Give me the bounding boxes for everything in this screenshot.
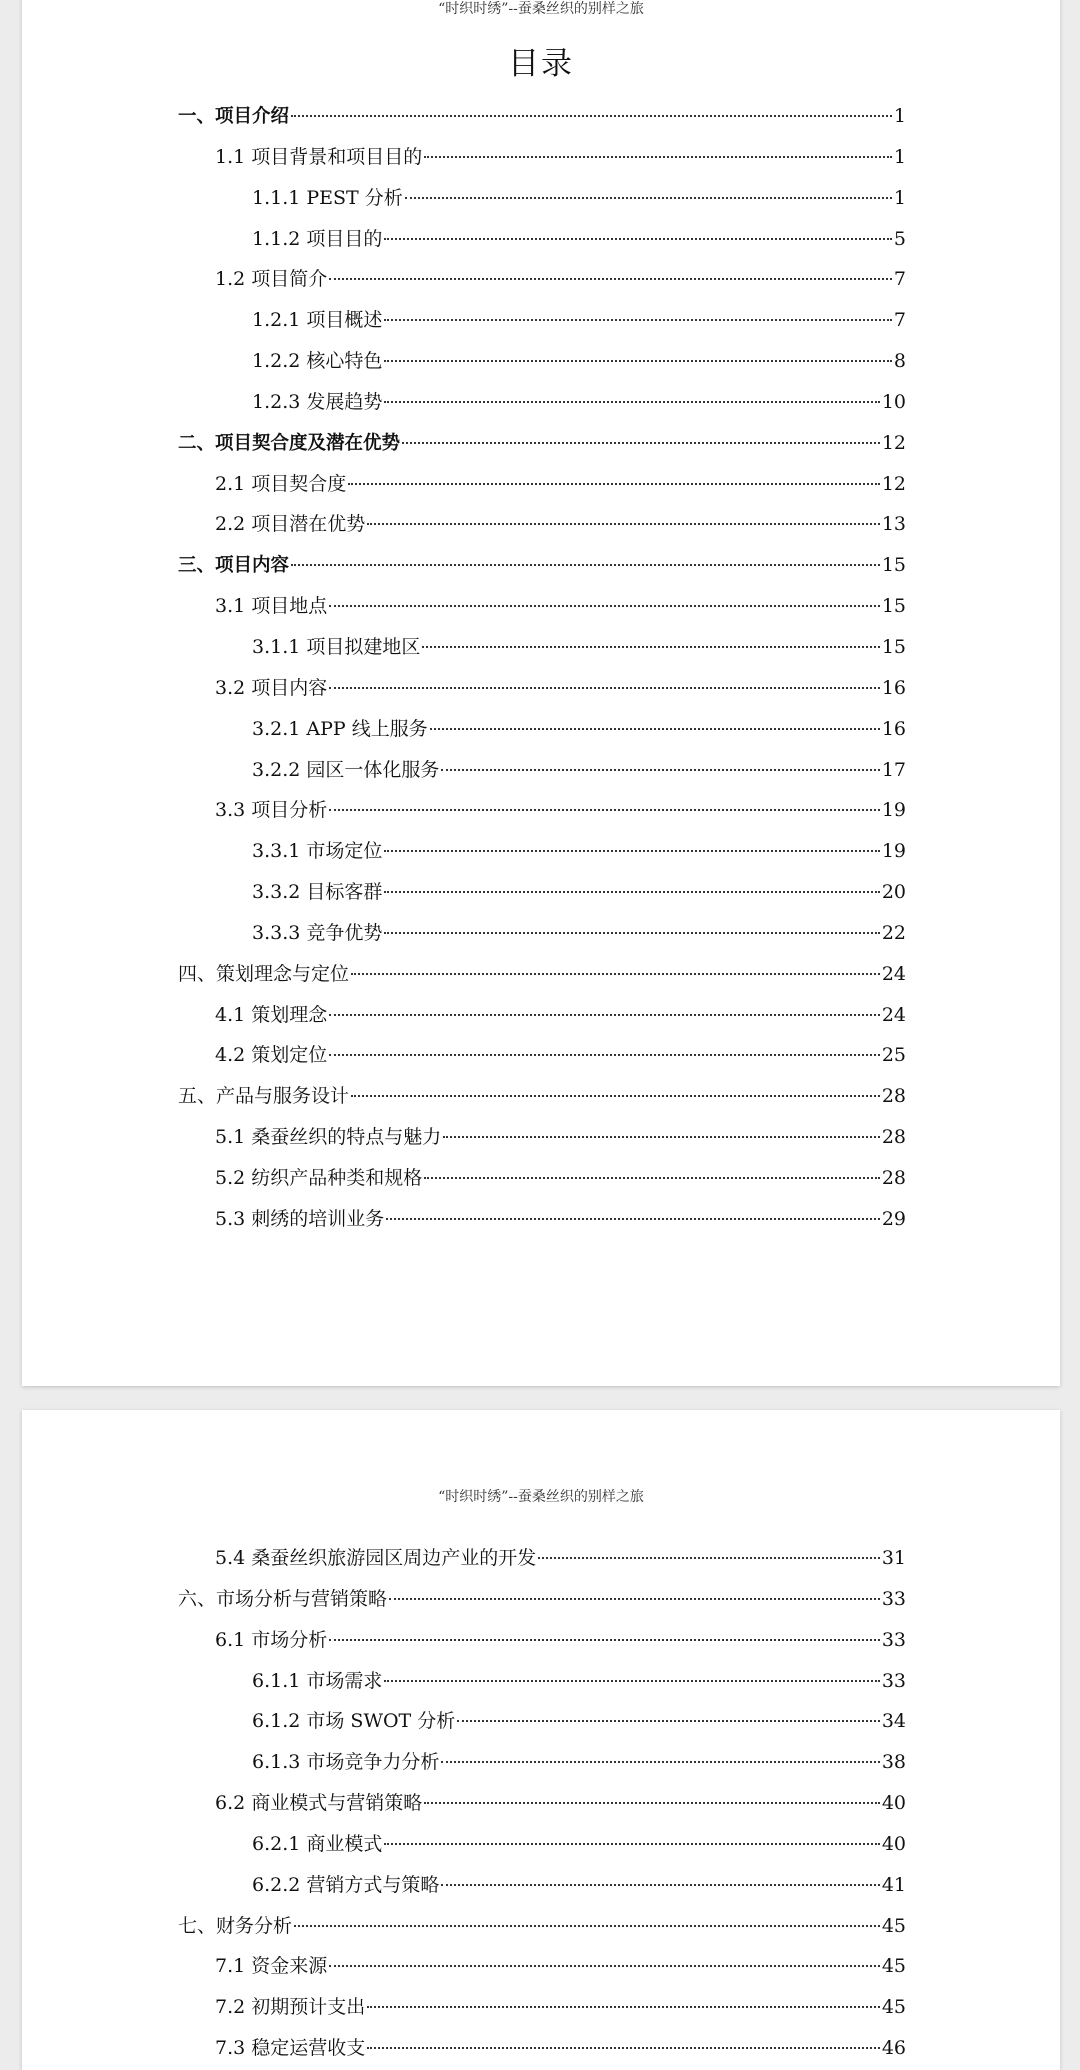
- toc-entry-label: 六、市场分析与营销策略: [178, 1587, 388, 1610]
- toc-entry-page-number: 19: [881, 799, 906, 822]
- toc-entry-page-number: 38: [881, 1751, 906, 1774]
- toc-entry-label: 5.2 纺织产品种类和规格: [215, 1166, 423, 1189]
- toc-entry-page-number: 33: [881, 1669, 906, 1692]
- toc-entry[interactable]: [178, 954, 906, 995]
- dot-leader: [384, 319, 892, 321]
- toc-entry[interactable]: [178, 627, 906, 668]
- toc-entry-page-number: 20: [881, 881, 906, 904]
- toc-entry-label: 1.2 项目简介: [215, 268, 328, 291]
- toc-entry[interactable]: [178, 790, 906, 831]
- toc-entry[interactable]: [178, 1117, 906, 1158]
- dot-leader: [329, 1014, 880, 1016]
- table-of-contents: [178, 96, 906, 1240]
- toc-entry-label: 5.1 桑蚕丝织的特点与魅力: [215, 1126, 442, 1149]
- toc-entry-page-number: 16: [881, 717, 906, 740]
- toc-entry-label: 3.3.2 目标客群: [252, 881, 383, 904]
- toc-entry-label: 6.1.3 市场竞争力分析: [252, 1751, 440, 1774]
- toc-entry[interactable]: [178, 1158, 906, 1199]
- toc-entry-page-number: 12: [881, 431, 906, 454]
- dot-leader: [367, 523, 880, 525]
- toc-entry-label: 1.1 项目背景和项目目的: [215, 145, 423, 168]
- dot-leader: [329, 1639, 880, 1641]
- toc-entry[interactable]: [178, 382, 906, 423]
- dot-leader: [291, 564, 880, 566]
- dot-leader: [329, 1965, 880, 1967]
- toc-entry-label: 一、项目介绍: [178, 106, 290, 127]
- toc-entry-page-number: 25: [881, 1044, 906, 1067]
- toc-entry-label: 1.2.3 发展趋势: [252, 390, 383, 413]
- toc-entry-page-number: 15: [881, 635, 906, 658]
- table-of-contents-continued: [178, 1538, 906, 2069]
- dot-leader: [384, 401, 879, 403]
- toc-entry-page-number: 33: [881, 1628, 906, 1651]
- toc-entry-label: 二、项目契合度及潜在优势: [178, 432, 401, 454]
- toc-entry-label: 3.2.2 园区一体化服务: [252, 758, 440, 781]
- toc-entry[interactable]: [178, 831, 906, 872]
- toc-entry[interactable]: [178, 1783, 906, 1824]
- dot-leader: [405, 197, 892, 199]
- running-header: “时织时绣”--蚕桑丝织的别样之旅: [438, 1489, 644, 1505]
- toc-entry[interactable]: [178, 1824, 906, 1865]
- toc-entry-label: 6.2.1 商业模式: [252, 1832, 383, 1855]
- toc-entry-label: 3.2 项目内容: [215, 676, 328, 699]
- toc-entry[interactable]: [178, 872, 906, 913]
- toc-entry-page-number: 28: [881, 1085, 906, 1108]
- toc-entry[interactable]: [178, 750, 906, 791]
- dot-leader: [351, 1095, 880, 1097]
- toc-entry[interactable]: [178, 1742, 906, 1783]
- toc-entry[interactable]: [178, 1701, 906, 1742]
- dot-leader: [443, 1136, 880, 1138]
- dot-leader: [389, 1598, 880, 1600]
- dot-leader: [384, 360, 892, 362]
- toc-entry[interactable]: [178, 464, 906, 505]
- dot-leader: [384, 850, 879, 852]
- toc-entry[interactable]: [178, 178, 906, 219]
- dot-leader: [351, 973, 880, 975]
- toc-entry-label: 6.2 商业模式与营销策略: [215, 1792, 423, 1815]
- toc-entry-label: 7.2 初期预计支出: [215, 1996, 366, 2019]
- toc-entry[interactable]: [178, 96, 906, 137]
- toc-entry-label: 5.3 刺绣的培训业务: [215, 1207, 385, 1230]
- toc-entry[interactable]: [178, 504, 906, 545]
- dot-leader: [422, 646, 879, 648]
- toc-entry[interactable]: [178, 423, 906, 464]
- toc-entry[interactable]: [178, 1035, 906, 1076]
- toc-entry-label: 五、产品与服务设计: [178, 1085, 350, 1108]
- dot-leader: [384, 932, 879, 934]
- dot-leader: [384, 1843, 879, 1845]
- dot-leader: [384, 1680, 879, 1682]
- toc-entry-label: 7.1 资金来源: [215, 1955, 328, 1978]
- toc-entry[interactable]: [178, 1865, 906, 1906]
- toc-entry-page-number: 5: [893, 227, 906, 250]
- toc-entry-page-number: 7: [893, 268, 906, 291]
- dot-leader: [441, 1884, 879, 1886]
- toc-entry[interactable]: [178, 1538, 906, 1579]
- toc-entry[interactable]: [178, 1579, 906, 1620]
- toc-entry-page-number: 24: [881, 1003, 906, 1026]
- dot-leader: [538, 1557, 880, 1559]
- toc-entry[interactable]: [178, 137, 906, 178]
- toc-entry-page-number: 46: [881, 2037, 906, 2060]
- toc-entry-label: 四、策划理念与定位: [178, 962, 350, 985]
- toc-entry-label: 2.2 项目潜在优势: [215, 513, 366, 536]
- toc-entry-label: 1.2.1 项目概述: [252, 309, 383, 332]
- toc-entry-page-number: 15: [881, 595, 906, 618]
- toc-entry-label: 3.2.1 APP 线上服务: [252, 717, 428, 740]
- dot-leader: [386, 1218, 880, 1220]
- toc-entry-label: 7.3 稳定运营收支: [215, 2037, 366, 2060]
- dot-leader: [384, 238, 892, 240]
- toc-entry-label: 1.1.1 PEST 分析: [252, 186, 403, 209]
- dot-leader: [441, 1761, 879, 1763]
- dot-leader: [430, 728, 880, 730]
- toc-entry-label: 6.1.1 市场需求: [252, 1669, 383, 1692]
- toc-entry-label: 三、项目内容: [178, 555, 290, 577]
- toc-entry-label: 1.1.2 项目目的: [252, 227, 383, 250]
- toc-entry[interactable]: [178, 668, 906, 709]
- toc-entry[interactable]: [178, 1076, 906, 1117]
- dot-leader: [424, 156, 892, 158]
- toc-entry-label: 3.1 项目地点: [215, 595, 328, 618]
- dot-leader: [329, 1054, 880, 1056]
- toc-entry-label: 七、财务分析: [178, 1914, 293, 1937]
- toc-entry-page-number: 15: [881, 554, 906, 577]
- toc-entry-page-number: 28: [881, 1166, 906, 1189]
- dot-leader: [329, 687, 880, 689]
- toc-entry-page-number: 40: [881, 1832, 906, 1855]
- toc-entry[interactable]: [178, 1946, 906, 1987]
- dot-leader: [441, 769, 879, 771]
- toc-entry-page-number: 17: [881, 758, 906, 781]
- toc-entry-page-number: 40: [881, 1792, 906, 1815]
- dot-leader: [291, 115, 892, 117]
- toc-entry[interactable]: [178, 1906, 906, 1947]
- toc-entry-page-number: 7: [893, 309, 906, 332]
- toc-entry[interactable]: [178, 545, 906, 586]
- dot-leader: [329, 278, 892, 280]
- toc-entry[interactable]: [178, 300, 906, 341]
- dot-leader: [424, 1177, 880, 1179]
- dot-leader: [348, 483, 880, 485]
- toc-entry-label: 2.1 项目契合度: [215, 472, 347, 495]
- toc-entry-page-number: 1: [893, 186, 906, 209]
- dot-leader: [384, 891, 879, 893]
- toc-entry-page-number: 33: [881, 1587, 906, 1610]
- toc-entry-page-number: 24: [881, 962, 906, 985]
- toc-entry-label: 1.2.2 核心特色: [252, 350, 383, 373]
- toc-entry-page-number: 1: [893, 105, 906, 127]
- toc-entry[interactable]: [178, 913, 906, 954]
- dot-leader: [329, 605, 880, 607]
- toc-entry-page-number: 10: [881, 390, 906, 413]
- toc-entry-page-number: 34: [881, 1710, 906, 1733]
- toc-entry[interactable]: [178, 341, 906, 382]
- toc-entry-label: 6.1 市场分析: [215, 1628, 328, 1651]
- toc-entry-page-number: 19: [881, 840, 906, 863]
- toc-entry-page-number: 28: [881, 1126, 906, 1149]
- toc-entry[interactable]: [178, 709, 906, 750]
- document-page-1: [22, 0, 1060, 1386]
- toc-entry-page-number: 16: [881, 676, 906, 699]
- toc-entry-label: 3.1.1 项目拟建地区: [252, 635, 421, 658]
- toc-entry-label: 5.4 桑蚕丝织旅游园区周边产业的开发: [215, 1547, 537, 1569]
- toc-entry-page-number: 1: [893, 145, 906, 168]
- toc-entry[interactable]: [178, 1199, 906, 1240]
- toc-entry-page-number: 8: [893, 350, 906, 373]
- toc-entry-label: 3.3.3 竞争优势: [252, 921, 383, 944]
- dot-leader: [329, 809, 880, 811]
- dot-leader: [457, 1720, 880, 1722]
- toc-entry[interactable]: [178, 1661, 906, 1702]
- toc-entry-page-number: 13: [881, 513, 906, 536]
- dot-leader: [424, 1802, 880, 1804]
- toc-entry-label: 4.2 策划定位: [215, 1044, 328, 1067]
- toc-title: 目录: [508, 46, 574, 82]
- toc-entry-page-number: 12: [881, 472, 906, 495]
- dot-leader: [367, 2006, 880, 2008]
- toc-entry-page-number: 45: [881, 1955, 906, 1978]
- toc-entry-label: 4.1 策划理念: [215, 1003, 328, 1026]
- toc-entry[interactable]: [178, 219, 906, 260]
- toc-entry[interactable]: [178, 995, 906, 1036]
- toc-entry-page-number: 31: [881, 1547, 906, 1569]
- toc-entry-page-number: 41: [881, 1873, 906, 1896]
- dot-leader: [367, 2047, 880, 2049]
- toc-entry[interactable]: [178, 586, 906, 627]
- toc-entry-label: 6.1.2 市场 SWOT 分析: [252, 1710, 456, 1733]
- toc-entry[interactable]: [178, 2028, 906, 2069]
- toc-entry-page-number: 45: [881, 1996, 906, 2019]
- toc-entry[interactable]: [178, 1620, 906, 1661]
- toc-entry-page-number: 45: [881, 1914, 906, 1937]
- toc-entry[interactable]: [178, 1987, 906, 2028]
- toc-entry-label: 3.3.1 市场定位: [252, 840, 383, 863]
- toc-entry-label: 6.2.2 营销方式与策略: [252, 1873, 440, 1896]
- dot-leader: [294, 1925, 880, 1927]
- toc-entry-label: 3.3 项目分析: [215, 799, 328, 822]
- toc-entry-page-number: 22: [881, 921, 906, 944]
- document-page-2: [22, 1410, 1060, 2070]
- toc-entry[interactable]: [178, 259, 906, 300]
- running-header: “时织时绣”--蚕桑丝织的别样之旅: [438, 1, 644, 17]
- dot-leader: [402, 442, 880, 444]
- toc-entry-page-number: 29: [881, 1207, 906, 1230]
